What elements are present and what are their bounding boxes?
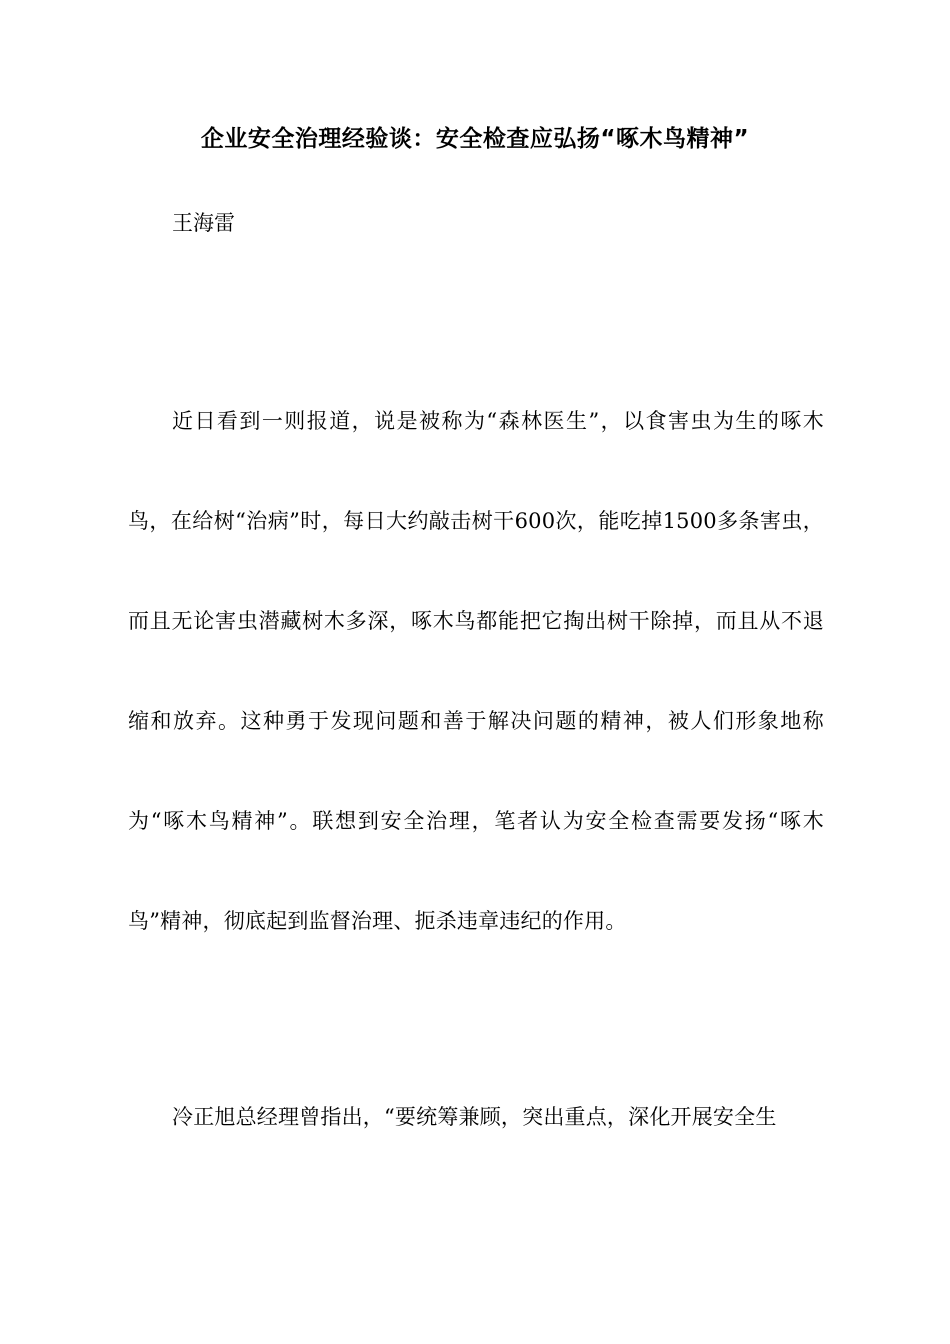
author-name: 王海雷 xyxy=(172,211,235,235)
article-title: 企业安全治理经验谈：安全检查应弘扬“啄木鸟精神” xyxy=(200,126,750,152)
paragraph-1: 近日看到一则报道，说是被称为“森林医生”，以食害虫为生的啄木鸟，在给树“治病”时，每日大约敲击树干600次，能吃掉1500多条害虫，而且无论害虫潜藏树木多深，啄木鸟都能把它掏出树干除掉，而且从不退缩和放弃。这种勇于发现问题和善于解决问题的精神，被人们形象地称为“啄木鸟精神”。联想到安全治理，笔者认为安全检查需要发扬“啄木鸟”精神，彻底起到监督治理、扼杀违章违纪的作用。 xyxy=(128,409,824,933)
paragraph-2: 冷正旭总经理曾指出，“要统筹兼顾，突出重点，深化开展安全生 xyxy=(172,1105,777,1129)
